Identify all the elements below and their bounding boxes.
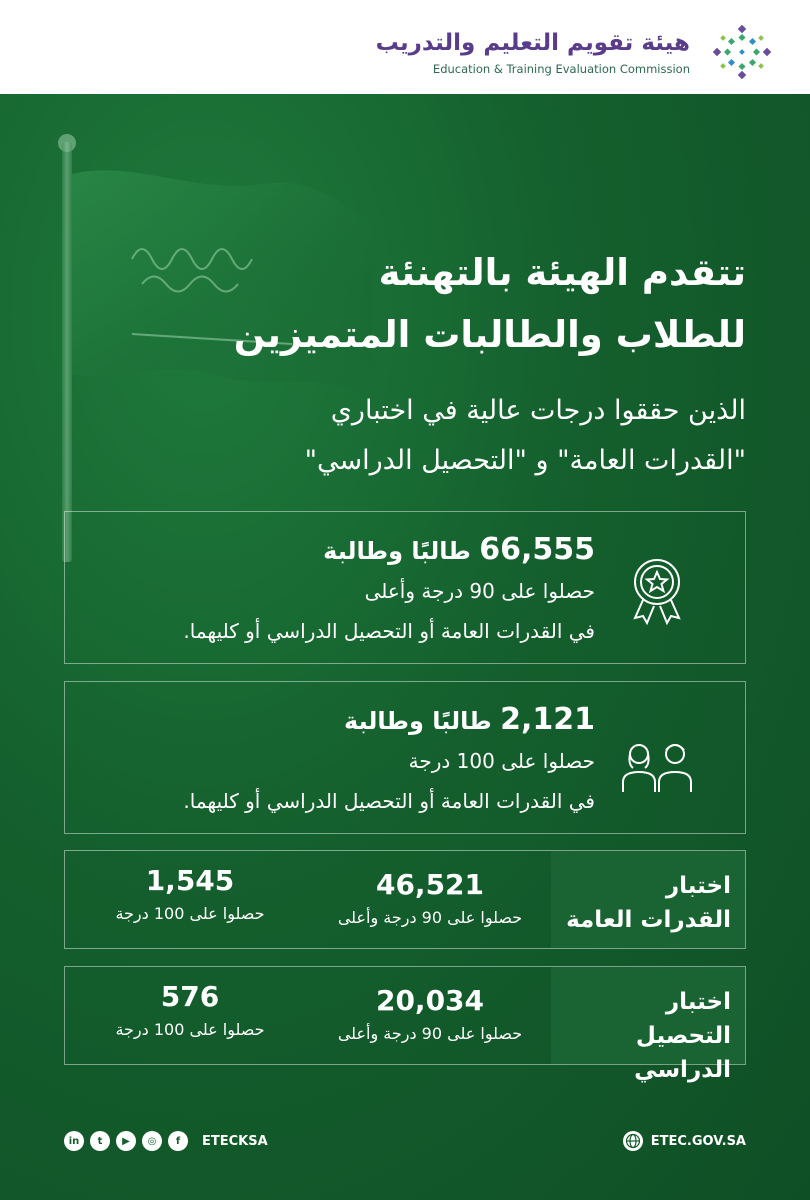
twitter-icon[interactable]: t [90, 1131, 110, 1151]
hero-title-line2: للطلاب والطالبات المتميزين [233, 313, 746, 356]
hero-subtitle-line1: الذين حققوا درجات عالية في اختباري [330, 395, 746, 426]
hero-subtitle [106, 386, 746, 486]
linkedin-icon[interactable]: in [64, 1131, 84, 1151]
students-icon [619, 720, 695, 800]
hero-title [146, 242, 746, 366]
stat-100 [85, 861, 295, 927]
test-row-qudurat [64, 850, 746, 949]
org-name-ar: هيئة تقويم التعليم والتدريب [375, 30, 690, 56]
website-link[interactable]: ETEC.GOV.SA [650, 1133, 746, 1149]
social-handle[interactable]: ETECKSA [202, 1133, 268, 1149]
stat-90-value: 20,034 [375, 984, 485, 1017]
stat-100-value: 576 [160, 980, 220, 1013]
highlight-number: 66,555 [479, 532, 595, 567]
test-label [551, 851, 745, 948]
test-row-tahsili [64, 966, 746, 1083]
highlight-suffix: طالبًا وطالبة [323, 537, 471, 565]
highlight-card-100 [64, 681, 746, 834]
highlight-line2: حصلوا على 90 درجة وأعلى [364, 579, 595, 603]
header [0, 0, 810, 94]
highlight-line3: في القدرات العامة أو التحصيل الدراسي أو كليهما. [183, 619, 595, 643]
highlight-card-90 [64, 511, 746, 664]
stat-90 [315, 865, 545, 931]
highlight-suffix: طالبًا وطالبة [344, 707, 492, 735]
test-label-line1: اختبار [665, 873, 731, 899]
stat-90-caption: حصلوا على 90 درجة وأعلى [337, 908, 523, 927]
stat-90 [315, 981, 545, 1047]
test-label-line1: اختبار [665, 989, 731, 1015]
stat-100 [85, 977, 295, 1043]
globe-icon [623, 1131, 643, 1151]
highlight-line3: في القدرات العامة أو التحصيل الدراسي أو كليهما. [183, 789, 595, 813]
test-label-line2: التحصيل الدراسي [634, 1023, 731, 1083]
highlight-text [183, 700, 595, 821]
flag-pole [62, 142, 72, 562]
hero-title-line1: تتقدم الهيئة بالتهنئة [378, 251, 746, 294]
stat-90-caption: حصلوا على 90 درجة وأعلى [337, 1024, 523, 1043]
stat-90-value: 46,521 [375, 868, 485, 901]
org-name-en: Education & Training Evaluation Commission [432, 62, 690, 76]
stat-100-value: 1,545 [145, 864, 235, 897]
youtube-icon[interactable]: ▶ [116, 1131, 136, 1151]
test-label [551, 967, 745, 1083]
footer-website[interactable] [623, 1130, 746, 1152]
test-label-line2: القدرات العامة [566, 907, 731, 933]
etec-logo-icon [706, 22, 778, 82]
highlight-line2: حصلوا على 100 درجة [408, 749, 595, 773]
instagram-icon[interactable]: ◎ [142, 1131, 162, 1151]
award-medal-icon [619, 550, 695, 630]
highlight-number: 2,121 [500, 702, 595, 737]
footer-social [64, 1130, 268, 1152]
stat-100-caption: حصلوا على 100 درجة [115, 904, 265, 923]
stat-100-caption: حصلوا على 100 درجة [115, 1020, 265, 1039]
main-panel [0, 94, 810, 1200]
facebook-icon[interactable]: f [168, 1131, 188, 1151]
highlight-text [183, 530, 595, 651]
hero-subtitle-line2: "القدرات العامة" و "التحصيل الدراسي" [304, 445, 746, 476]
